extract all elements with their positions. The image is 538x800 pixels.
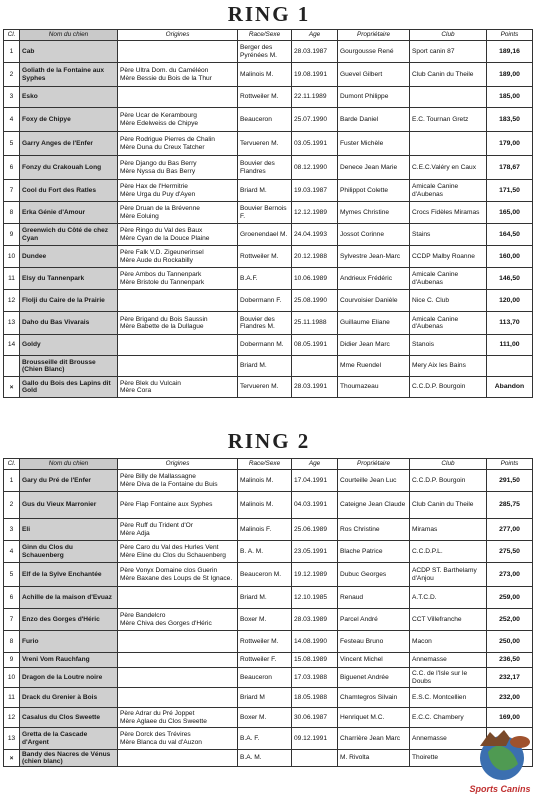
ring1-table [3, 29, 533, 398]
cell-origines [118, 668, 238, 688]
cell-race: B. A. M. [238, 541, 292, 563]
cell-club: C.E.C.Valéry en Caux [410, 156, 487, 180]
cell-origines [118, 587, 238, 609]
table-row [4, 356, 533, 377]
cell-cl: 3 [4, 519, 20, 541]
cell-race: Bouvier Bernois F. [238, 202, 292, 224]
cell-race: Tervueren M. [238, 377, 292, 398]
cell-name: Goldy [20, 335, 118, 356]
cell-owner: Courteille Jean Luc [338, 470, 410, 492]
cell-age: 28.03.1987 [292, 41, 338, 63]
cell-owner: Guevel Gilbert [338, 63, 410, 87]
cell-age: 25.06.1989 [292, 519, 338, 541]
cell-points: 169,00 [487, 708, 533, 728]
cell-owner: Blache Patrice [338, 541, 410, 563]
cell-owner: Andrieux Frédéric [338, 268, 410, 290]
cell-name: Bandy des Nacres de Vénus (chien blanc) [20, 750, 118, 767]
header-cl: Cl. [4, 459, 20, 470]
cell-club: Crocs Fidèles Miramas [410, 202, 487, 224]
cell-owner: Cateigne Jean Claude [338, 492, 410, 519]
cell-cl: × [4, 377, 20, 398]
cell-age: 17.03.1988 [292, 668, 338, 688]
cell-age: 24.04.1993 [292, 224, 338, 246]
cell-points: 179,00 [487, 132, 533, 156]
cell-name: Achille de la maison d'Evuaz [20, 587, 118, 609]
cell-club: Thoirette [410, 750, 487, 767]
header-origines: Origines [118, 30, 238, 41]
cell-club: C.C.D.P. Bourgoin [410, 377, 487, 398]
cell-race: Briard M. [238, 356, 292, 377]
cell-owner: Renaud [338, 587, 410, 609]
table-row [4, 492, 533, 519]
cell-owner: M. Rivolta [338, 750, 410, 767]
cell-name: Dundee [20, 246, 118, 268]
cell-age: 08.05.1991 [292, 335, 338, 356]
cell-name: Elf de la Sylve Enchantée [20, 563, 118, 587]
cell-name: Gus du Vieux Marronier [20, 492, 118, 519]
cell-club: Nice C. Club [410, 290, 487, 312]
header-origines: Origines [118, 459, 238, 470]
cell-origines: Père Ambos du Tannenpark Mère Bristole du Tannenpark [118, 268, 238, 290]
cell-cl: 4 [4, 541, 20, 563]
table-row [4, 519, 533, 541]
cell-club: Amicale Canine d'Aubenas [410, 180, 487, 202]
cell-age: 04.03.1991 [292, 492, 338, 519]
cell-race: Briard M. [238, 180, 292, 202]
cell-race: Malinois M. [238, 492, 292, 519]
cell-club: C.C.D.P. Bourgoin [410, 470, 487, 492]
header-age: Age [292, 459, 338, 470]
cell-race: Beauceron [238, 668, 292, 688]
cell-points: 146,50 [487, 268, 533, 290]
cell-club: Stanois [410, 335, 487, 356]
cell-club: ACDP ST. Barthelamy d'Anjou [410, 563, 487, 587]
cell-origines: Père Ultra Dom. du Caméléon Mère Bessie du Bois de la Thur [118, 63, 238, 87]
header-club: Club [410, 30, 487, 41]
table-row [4, 728, 533, 750]
cell-points: 160,00 [487, 246, 533, 268]
cell-owner: Courvoisier Danièle [338, 290, 410, 312]
table-row [4, 108, 533, 132]
table-row [4, 180, 533, 202]
cell-age: 03.05.1991 [292, 132, 338, 156]
ring2-title: RING 2 [227, 429, 311, 453]
cell-points: 291,50 [487, 470, 533, 492]
cell-name: Dragon de la Loutre noire [20, 668, 118, 688]
cell-origines: Père Adrar du Pré Joppet Mère Aglaee du Clos Sweette [118, 708, 238, 728]
cell-club: Amicale Canine d'Aubenas [410, 268, 487, 290]
cell-origines: Père Falk V.D. Zigeunerinsel Mère Aude du Rockabilly [118, 246, 238, 268]
cell-points: 120,00 [487, 290, 533, 312]
table-row [4, 156, 533, 180]
cell-cl: 13 [4, 312, 20, 335]
cell-race: Rottweiler M. [238, 87, 292, 108]
cell-owner: Mymes Christine [338, 202, 410, 224]
cell-cl: 5 [4, 563, 20, 587]
cell-origines: Père Bandelcro Mère Chiva des Gorges d'Héric [118, 609, 238, 631]
cell-points: 189,16 [487, 41, 533, 63]
cell-club: E.C.C. Chambery [410, 708, 487, 728]
cell-origines: Père Ringo du Val des Baux Mère Cyan de la Douce Plaine [118, 224, 238, 246]
ring1-title: RING 1 [227, 2, 311, 26]
cell-origines [118, 290, 238, 312]
cell-age: 30.06.1987 [292, 708, 338, 728]
sports-canins-logo [466, 712, 534, 796]
ring2-table [3, 458, 533, 767]
cell-points: 113,70 [487, 312, 533, 335]
cell-cl: 8 [4, 202, 20, 224]
cell-age: 28.03.1989 [292, 609, 338, 631]
cell-race: Tervueren M. [238, 132, 292, 156]
cell-club: Club Canin du Theile [410, 63, 487, 87]
cell-cl [4, 356, 20, 377]
table-row [4, 132, 533, 156]
cell-owner: Mme Ruendel [338, 356, 410, 377]
cell-owner: Chamtegros Silvain [338, 688, 410, 708]
table-row [4, 708, 533, 728]
header-club: Club [410, 459, 487, 470]
cell-name: Foxy de Chipye [20, 108, 118, 132]
cell-name: Ginn du Clos du Schauenberg [20, 541, 118, 563]
cell-age: 18.05.1988 [292, 688, 338, 708]
cell-points: 285,75 [487, 492, 533, 519]
cell-points: 252,00 [487, 609, 533, 631]
cell-name: Drack du Grenier à Bois [20, 688, 118, 708]
cell-age: 25.11.1988 [292, 312, 338, 335]
cell-name: Vreni Vom Rauchfang [20, 653, 118, 668]
cell-points: 273,00 [487, 563, 533, 587]
cell-name: Elsy du Tannenpark [20, 268, 118, 290]
cell-race: Malinois M. [238, 63, 292, 87]
table-row [4, 312, 533, 335]
cell-race: B.A. M. [238, 750, 292, 767]
cell-name: Casalus du Clos Sweette [20, 708, 118, 728]
cell-cl: 5 [4, 132, 20, 156]
cell-club: A.T.C.D. [410, 587, 487, 609]
cell-cl: 12 [4, 708, 20, 728]
cell-name: Fonzy du Crakouah Long [20, 156, 118, 180]
cell-owner: Dubuc Georges [338, 563, 410, 587]
table-row [4, 335, 533, 356]
table-row [4, 668, 533, 688]
header-race: Race/Sexe [238, 459, 292, 470]
cell-age: 09.12.1991 [292, 728, 338, 750]
table-row [4, 470, 533, 492]
header-owner: Propriétaire [338, 459, 410, 470]
cell-club [410, 87, 487, 108]
cell-age [292, 356, 338, 377]
cell-name: Garry Anges de l'Enfer [20, 132, 118, 156]
cell-age: 25.07.1990 [292, 108, 338, 132]
table-row [4, 63, 533, 87]
cell-cl: 8 [4, 631, 20, 653]
cell-club: E.S.C. Montcellien [410, 688, 487, 708]
cell-age: 28.03.1991 [292, 377, 338, 398]
cell-cl: 11 [4, 268, 20, 290]
cell-owner: Didier Jean Marc [338, 335, 410, 356]
cell-age: 23.05.1991 [292, 541, 338, 563]
cell-points: 165,00 [487, 202, 533, 224]
cell-owner: Philippot Colette [338, 180, 410, 202]
cell-age: 19.03.1987 [292, 180, 338, 202]
cell-club: Mery Aix les Bains [410, 356, 487, 377]
cell-name: Erka Génie d'Amour [20, 202, 118, 224]
cell-club: Club Canin du Theile [410, 492, 487, 519]
ring1-body [4, 41, 533, 398]
cell-origines: Père Hax de l'Hermitrie Mère Urga du Puy d'Ayen [118, 180, 238, 202]
cell-age: 15.08.1989 [292, 653, 338, 668]
cell-race: B.A. F. [238, 728, 292, 750]
header-name: Nom du chien [20, 30, 118, 41]
cell-age: 17.04.1991 [292, 470, 338, 492]
cell-club: E.C. Tournan Gretz [410, 108, 487, 132]
cell-race: Dobermann M. [238, 335, 292, 356]
cell-cl: 3 [4, 87, 20, 108]
cell-name: Goliath de la Fontaine aux Syphes [20, 63, 118, 87]
cell-cl: 1 [4, 41, 20, 63]
cell-owner: Thoumazeau [338, 377, 410, 398]
cell-race: Rottweiler F. [238, 653, 292, 668]
cell-owner: Vincent Michel [338, 653, 410, 668]
cell-origines: Père Rodrigue Pierres de Chalin Mère Duna du Creux Tatcher [118, 132, 238, 156]
cell-name: Eli [20, 519, 118, 541]
cell-age: 12.12.1989 [292, 202, 338, 224]
cell-origines: Père Flap Fontaine aux Syphes [118, 492, 238, 519]
cell-owner: Jossot Corinne [338, 224, 410, 246]
cell-origines: Père Billy de Mallassagne Mère Diva de la Fontaine du Buis [118, 470, 238, 492]
table-row [4, 246, 533, 268]
cell-club: Annemasse [410, 653, 487, 668]
cell-race: B.A.F. [238, 268, 292, 290]
cell-origines: Père Vonyx Domaine clos Guerin Mère Baxane des Loups de St Ignace. [118, 563, 238, 587]
cell-race: Dobermann F. [238, 290, 292, 312]
cell-origines: Père Caro du Val des Hurles Vent Mère Eline du Clos du Schauenberg [118, 541, 238, 563]
cell-name: Cool du Fort des Ratles [20, 180, 118, 202]
cell-race: Briard M. [238, 587, 292, 609]
cell-points: 189,00 [487, 63, 533, 87]
cell-cl: 11 [4, 688, 20, 708]
header-race: Race/Sexe [238, 30, 292, 41]
cell-name: Esko [20, 87, 118, 108]
cell-race: Groenendael M. [238, 224, 292, 246]
cell-points: 185,00 [487, 87, 533, 108]
cell-points: 232,00 [487, 688, 533, 708]
cell-cl: 4 [4, 108, 20, 132]
cell-race: Bouvier des Flandres M. [238, 312, 292, 335]
cell-cl: × [4, 750, 20, 767]
cell-name: Furio [20, 631, 118, 653]
cell-club: C.C.D.P.L. [410, 541, 487, 563]
cell-club: Sport canin 87 [410, 41, 487, 63]
cell-race: Malinois M. [238, 470, 292, 492]
cell-cl: 6 [4, 156, 20, 180]
cell-points: 275,50 [487, 541, 533, 563]
cell-club: Amicale Canine d'Aubenas [410, 312, 487, 335]
cell-cl: 12 [4, 290, 20, 312]
cell-club: Annemasse [410, 728, 487, 750]
table-row [4, 41, 533, 63]
cell-cl: 14 [4, 335, 20, 356]
cell-race: Rottweiler M. [238, 631, 292, 653]
cell-race: Rottweiler M. [238, 246, 292, 268]
header-points: Points [487, 459, 533, 470]
ring2-header-row [4, 459, 533, 470]
cell-owner: Charrière Jean Marc [338, 728, 410, 750]
table-row [4, 563, 533, 587]
cell-points: 277,00 [487, 519, 533, 541]
cell-club [410, 132, 487, 156]
cell-age: 25.08.1990 [292, 290, 338, 312]
cell-race: Berger des Pyrénées M. [238, 41, 292, 63]
cell-origines: Père Dorck des Trévires Mère Blanca du val d'Auzon [118, 728, 238, 750]
cell-cl: 10 [4, 668, 20, 688]
cell-race: Boxer M. [238, 708, 292, 728]
cell-age: 20.12.1988 [292, 246, 338, 268]
cell-age: 08.12.1990 [292, 156, 338, 180]
cell-age: 14.08.1990 [292, 631, 338, 653]
cell-cl: 6 [4, 587, 20, 609]
cell-points: 171,50 [487, 180, 533, 202]
cell-age: 12.10.1985 [292, 587, 338, 609]
table-row [4, 377, 533, 398]
cell-race: Beauceron [238, 108, 292, 132]
cell-points: 236,50 [487, 653, 533, 668]
cell-origines: Père Ucar de Kerambourg Mère Edelweiss de Chipye [118, 108, 238, 132]
cell-cl: 9 [4, 653, 20, 668]
ring2-body [4, 470, 533, 767]
cell-race: Briard M [238, 688, 292, 708]
table-row [4, 541, 533, 563]
cell-owner: Henriquet M.C. [338, 708, 410, 728]
cell-origines: Père Druan de la Brévenne Mère Eoluing [118, 202, 238, 224]
cell-cl: 7 [4, 180, 20, 202]
cell-origines: Père Django du Bas Berry Mère Nyssa du Bas Berry [118, 156, 238, 180]
cell-points: 111,00 [487, 335, 533, 356]
cell-club: Macon [410, 631, 487, 653]
cell-points: 232,17 [487, 668, 533, 688]
cell-name: Cab [20, 41, 118, 63]
cell-cl: 2 [4, 492, 20, 519]
table-row [4, 750, 533, 767]
cell-club: CCT Villefranche [410, 609, 487, 631]
cell-owner: Dumont Philippe [338, 87, 410, 108]
cell-owner: Ros Christine [338, 519, 410, 541]
cell-race: Malinois F. [238, 519, 292, 541]
cell-name: Greenwich du Côté de chez Cyan [20, 224, 118, 246]
header-age: Age [292, 30, 338, 41]
cell-owner: Parcel André [338, 609, 410, 631]
table-row [4, 202, 533, 224]
cell-origines [118, 335, 238, 356]
table-row [4, 587, 533, 609]
cell-points: Abandon [487, 377, 533, 398]
cell-name: Brousseille dit Brousse (Chien Blanc) [20, 356, 118, 377]
cell-owner: Denece Jean Marie [338, 156, 410, 180]
cell-points: 259,00 [487, 587, 533, 609]
table-row [4, 87, 533, 108]
cell-race: Boxer M. [238, 609, 292, 631]
cell-origines [118, 41, 238, 63]
cell-owner: Gourgousse René [338, 41, 410, 63]
header-points: Points [487, 30, 533, 41]
cell-race: Beauceron M. [238, 563, 292, 587]
cell-cl: 9 [4, 224, 20, 246]
ring1-header-row [4, 30, 533, 41]
table-row [4, 224, 533, 246]
cell-club: C.C. de l'Isle sur le Doubs [410, 668, 487, 688]
cell-club: CCDP Malby Roanne [410, 246, 487, 268]
cell-cl: 2 [4, 63, 20, 87]
cell-owner: Barde Daniel [338, 108, 410, 132]
cell-points: 178,67 [487, 156, 533, 180]
table-row [4, 631, 533, 653]
cell-name: Gallo du Bois des Lapins dit Gold [20, 377, 118, 398]
table-row [4, 688, 533, 708]
table-row [4, 653, 533, 668]
cell-age: 19.08.1991 [292, 63, 338, 87]
cell-owner: Guillaume Eliane [338, 312, 410, 335]
cell-name: Enzo des Gorges d'Héric [20, 609, 118, 631]
cell-name: Gretta de la Cascade d'Argent [20, 728, 118, 750]
header-cl: Cl. [4, 30, 20, 41]
cell-name: Gary du Pré de l'Enfer [20, 470, 118, 492]
cell-age: 10.06.1989 [292, 268, 338, 290]
table-row [4, 268, 533, 290]
cell-origines [118, 631, 238, 653]
cell-owner: Biguenet Andrée [338, 668, 410, 688]
cell-age [292, 750, 338, 767]
cell-origines [118, 87, 238, 108]
cell-age: 19.12.1989 [292, 563, 338, 587]
cell-origines [118, 356, 238, 377]
cell-origines: Père Brigand du Bois Saussin Mère Babette de la Dullague [118, 312, 238, 335]
cell-origines [118, 750, 238, 767]
cell-origines: Père Blek du Vulcain Mère Cora [118, 377, 238, 398]
cell-name: Flolji du Caire de la Prairie [20, 290, 118, 312]
cell-race: Bouvier des Flandres [238, 156, 292, 180]
logo-text: Sports Canins [469, 784, 531, 794]
cell-owner: Festeau Bruno [338, 631, 410, 653]
cell-owner: Fuster Michèle [338, 132, 410, 156]
header-owner: Propriétaire [338, 30, 410, 41]
cell-cl: 10 [4, 246, 20, 268]
table-row [4, 290, 533, 312]
cell-origines [118, 653, 238, 668]
cell-age: 22.11.1989 [292, 87, 338, 108]
cell-name: Daho du Bas Vivarais [20, 312, 118, 335]
cell-club: Miramas [410, 519, 487, 541]
cell-points [487, 356, 533, 377]
cell-club: Stains [410, 224, 487, 246]
table-row [4, 609, 533, 631]
cell-points: 183,50 [487, 108, 533, 132]
cell-points: 164,50 [487, 224, 533, 246]
cell-cl: 7 [4, 609, 20, 631]
header-name: Nom du chien [20, 459, 118, 470]
cell-cl: 13 [4, 728, 20, 750]
cell-origines: Père Ruff du Trident d'Or Mère Adja [118, 519, 238, 541]
cell-origines [118, 688, 238, 708]
cell-owner: Sylvestre Jean-Marc [338, 246, 410, 268]
cell-cl: 1 [4, 470, 20, 492]
cell-points: 250,00 [487, 631, 533, 653]
